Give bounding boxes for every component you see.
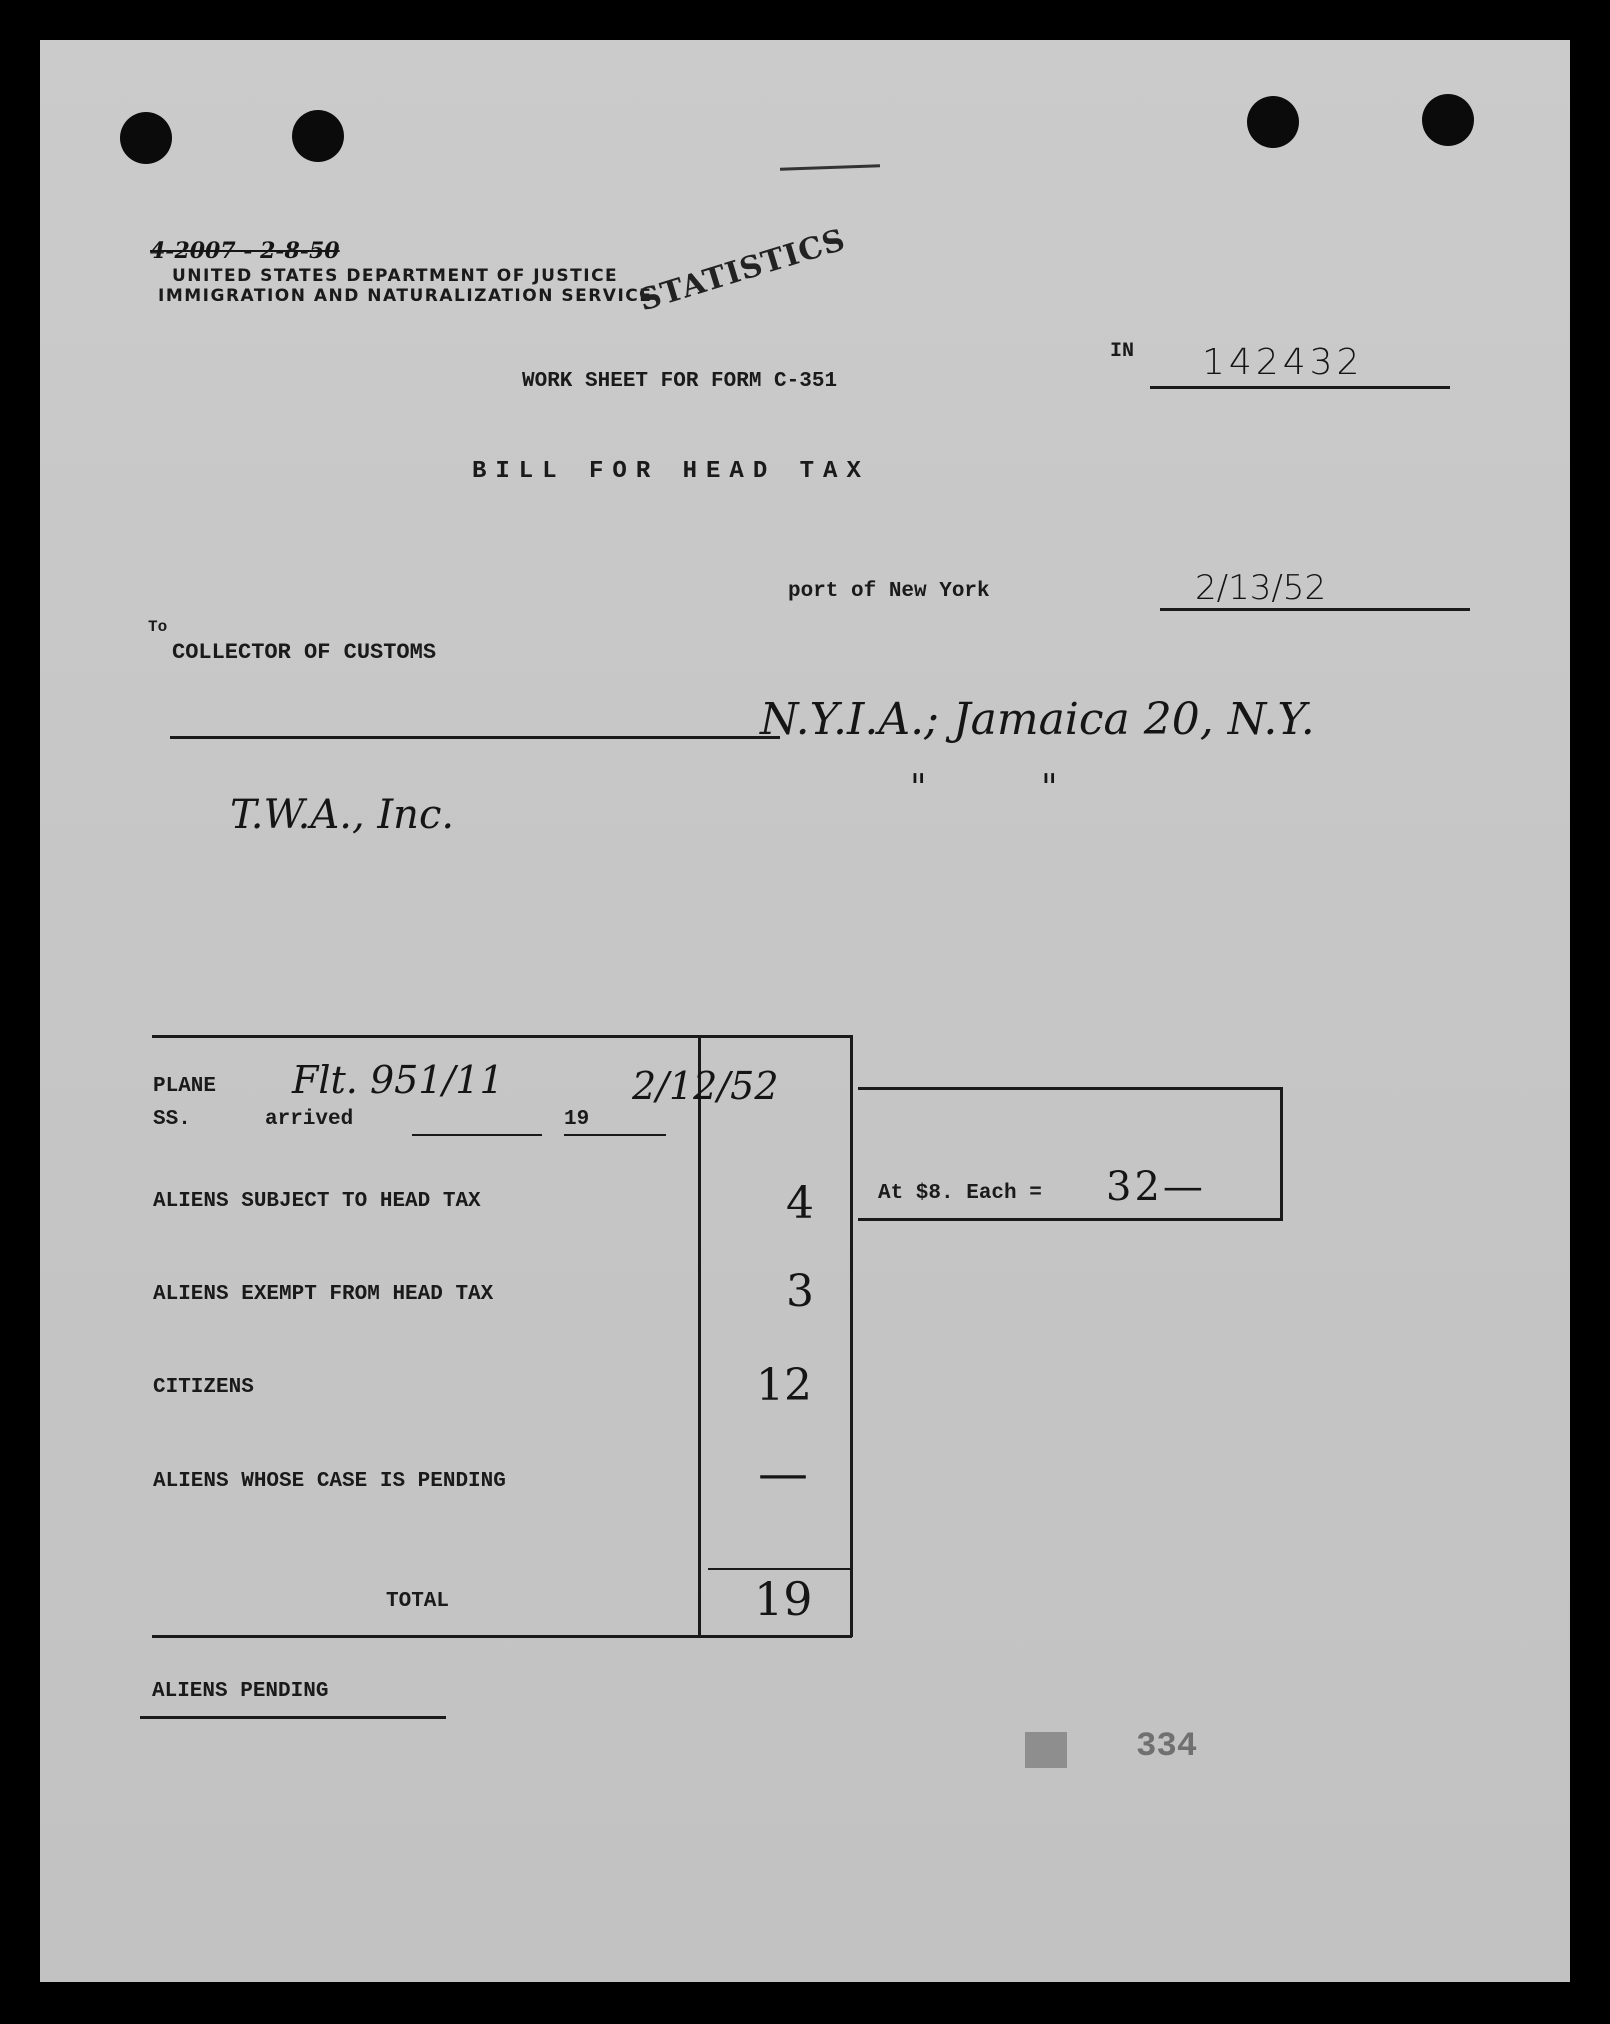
table-column-divider [698,1035,701,1637]
punch-hole-1 [120,112,172,164]
ss-label: SS. [153,1108,191,1131]
year-prefix: 19 [564,1108,590,1131]
in-number-underline [1150,386,1450,389]
table-bottom-border [152,1635,852,1638]
airport-location: N.Y.I.A.; Jamaica 20, N.Y. [760,694,1315,745]
table-top-border [152,1035,850,1038]
row-value-subject-to-tax: 4 [786,1178,814,1229]
tax-box-right [1280,1087,1283,1221]
row-label-pending: ALIENS WHOSE CASE IS PENDING [153,1470,506,1493]
row-label-subject-to-tax: ALIENS SUBJECT TO HEAD TAX [153,1190,481,1213]
tax-amount: 32— [1106,1164,1206,1210]
total-separator [708,1568,850,1570]
addressee-underline [170,736,780,739]
to-prefix: To [148,618,168,636]
total-value: 19 [754,1572,813,1626]
arrived-underline [412,1134,542,1136]
port-date-underline [1160,608,1470,611]
flight-number: Flt. 951/11 [292,1058,504,1102]
row-value-exempt: 3 [786,1266,814,1317]
row-label-exempt: ALIENS EXEMPT FROM HEAD TAX [153,1283,494,1306]
flight-date: 2/12/52 [632,1064,779,1108]
in-number: 142432 [1202,342,1364,383]
reference-number: 4-2007 - 2-8-50 [150,238,340,264]
statistics-stamp: STATISTICS [635,222,850,319]
year-underline [564,1134,666,1136]
carrier-name: T.W.A., Inc. [230,792,455,838]
page-number-stamp-mark [1025,1732,1067,1768]
row-label-citizens: CITIZENS [153,1376,254,1399]
department-line-2: IMMIGRATION AND NATURALIZATION SERVICE [158,286,653,306]
tax-box-bottom [858,1218,1282,1221]
punch-hole-3 [1247,96,1299,148]
plane-label: PLANE [153,1075,217,1098]
pencil-scribble [780,164,880,170]
punch-hole-4 [1422,94,1474,146]
punch-hole-2 [292,110,344,162]
port-date: 2/13/52 [1195,568,1327,608]
ditto-marks: " " [910,768,1058,809]
row-value-pending: — [758,1444,808,1502]
page-number: 334 [1136,1728,1198,1766]
tax-box-top [858,1087,1282,1090]
in-label: IN [1110,340,1135,363]
arrived-label: arrived [265,1108,354,1131]
tax-rate-label: At $8. Each = [878,1182,1042,1205]
bill-title: BILL FOR HEAD TAX [472,458,870,485]
work-sheet-title: WORK SHEET FOR FORM C-351 [522,370,838,393]
aliens-pending-underline [140,1716,446,1719]
table-right-border [850,1035,853,1637]
aliens-pending-label: ALIENS PENDING [152,1680,329,1703]
document-page [40,40,1570,1982]
collector-of-customs: COLLECTOR OF CUSTOMS [172,640,437,665]
department-line-1: UNITED STATES DEPARTMENT OF JUSTICE [172,266,619,286]
row-value-citizens: 12 [756,1360,812,1411]
port-label: port of New York [788,580,990,603]
total-label: TOTAL [386,1590,450,1613]
